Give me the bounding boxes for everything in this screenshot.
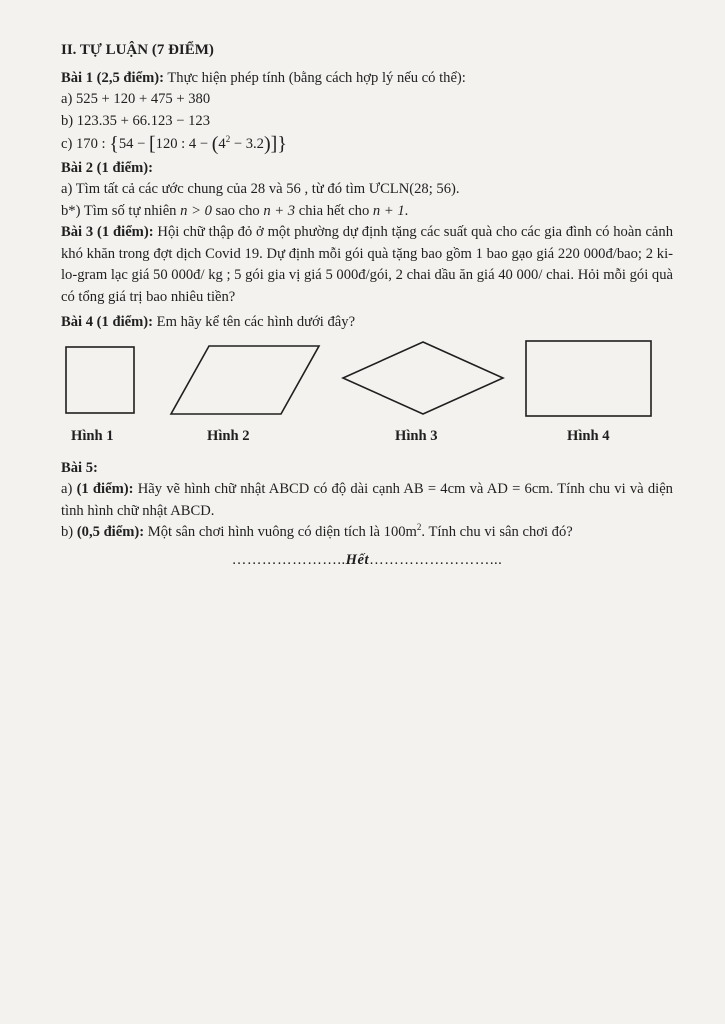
bai5-b-sup: 2 xyxy=(416,522,422,533)
bai2-a: a) Tìm tất cả các ước chung của 28 và 56 , từ đó tìm ƯCLN(28; 56). xyxy=(61,181,460,197)
parallelogram-shape xyxy=(169,344,321,416)
bracket-close-icon: ] xyxy=(270,133,278,155)
bai4-text: Em hãy kể tên các hình dưới đây? xyxy=(156,314,356,330)
bai2-b-part1: b*) Tìm số tự nhiên xyxy=(61,202,181,219)
bracket-open-icon: [ xyxy=(148,133,156,155)
bai5-a-title: (1 điểm): xyxy=(76,481,134,497)
bai5-a-text: Hãy vẽ hình chữ nhật ABCD có độ dài cạnh AB = 4cm và AD = 6cm. Tính chu vi và diện tình hình chữ nhật ABCD. xyxy=(61,481,673,519)
bai3-text: Hội chữ thập đỏ ở một phường dự định tặng các suất quà cho các gia đình có hoàn cảnh khó khăn trong đợt dịch Covid 19. Dự định mỗi gói quà tặng bao gồm 1 bao gạo giá 220 000đ/bao; 2 ki-lo-gram lạc giá 50 000đ/ kg ; 5 gói gia vị giá 5 000đ/gói, 2 chai dầu ăn giá 40 000/ chai. Hỏi mỗi gói quà có tổng giá trị bao nhiêu tiền? xyxy=(61,224,673,305)
paren-open-icon: ( xyxy=(211,133,219,155)
bai5-b: b) (0,5 điểm): Một sân chơi hình vuông có diện tích là $100m^2$. Tính chu vi sân chơi đó? xyxy=(61,522,573,540)
bai1-c-part3: 4 xyxy=(218,136,226,152)
bai3-title: Bài 3 (1 điểm): xyxy=(61,224,154,240)
shape-label-4: Hình 4 xyxy=(567,427,610,444)
bai2-b-part4: . xyxy=(404,202,409,219)
shape-label-2: Hình 2 xyxy=(207,427,250,444)
bai1-a: a) 525 + 120 + 475 + 380 xyxy=(61,91,211,107)
rectangle-shape xyxy=(525,340,653,418)
bai5-b-text1: Một sân chơi hình vuông có diện tích là 100m xyxy=(147,524,417,540)
bai1-heading xyxy=(61,68,673,90)
bai5-b-title: (0,5 điểm): xyxy=(76,524,145,540)
bai5-b-text2: . Tính chu vi sân chơi đó? xyxy=(421,524,573,540)
shapes-row xyxy=(61,340,673,450)
bai1-title: Bài 1 (2,5 điểm): xyxy=(61,69,164,86)
shape-label-3: Hình 3 xyxy=(395,427,438,444)
paren-close-icon: ) xyxy=(263,133,271,155)
bai4-title: Bài 4 (1 điểm): xyxy=(61,314,154,330)
rhombus-shape xyxy=(341,340,505,416)
end-dots-right: ……………………... xyxy=(369,551,503,568)
section-title: II. TỰ LUẬN (7 ĐIỂM) xyxy=(61,42,214,58)
bai1-c-prefix: c) 170 : xyxy=(61,136,110,152)
bai5-a: a) (1 điểm): Hãy vẽ hình chữ nhật ABCD có độ dài cạnh AB = 4cm và AD = 6cm. Tính chu vi và diện tình hình chữ nhật ABCD. xyxy=(61,481,673,519)
bai4-heading xyxy=(61,312,673,334)
end-marker xyxy=(61,550,673,572)
bai5-title: Bài 5: xyxy=(61,459,98,476)
brace-open-icon: { xyxy=(109,133,119,155)
shape-label-1: Hình 1 xyxy=(71,427,114,444)
bai2-b-part2: sao cho xyxy=(211,202,264,219)
square-shape xyxy=(65,346,137,416)
brace-close-icon: } xyxy=(277,133,287,155)
end-dots-left: ………………….. xyxy=(231,551,346,568)
bai1-c-part4: − 3.2 xyxy=(230,136,264,152)
bai1-b: b) 123.35 + 66.123 − 123 xyxy=(61,112,211,129)
exam-content xyxy=(61,40,673,571)
bai2-b-math2: n + 3 xyxy=(263,202,296,219)
bai1-c-part2: 120 : 4 − xyxy=(155,136,212,152)
end-word: Hết xyxy=(345,551,370,568)
bai2-b-math3: n + 1 xyxy=(372,202,405,219)
bai1-c-part1: 54 − xyxy=(118,136,149,152)
bai2-b-part3: chia hết cho xyxy=(295,202,373,219)
bai3-paragraph xyxy=(61,222,673,308)
bai2-title: Bài 2 (1 điểm): xyxy=(61,159,154,176)
bai2-b xyxy=(61,201,673,223)
bai2-b-math1: n > 0 xyxy=(180,202,212,219)
bai1-intro: Thực hiện phép tính (bằng cách hợp lý nếu có thể): xyxy=(167,69,466,86)
bai1-c-sup: 2 xyxy=(225,134,231,145)
bai1-c xyxy=(61,134,673,156)
